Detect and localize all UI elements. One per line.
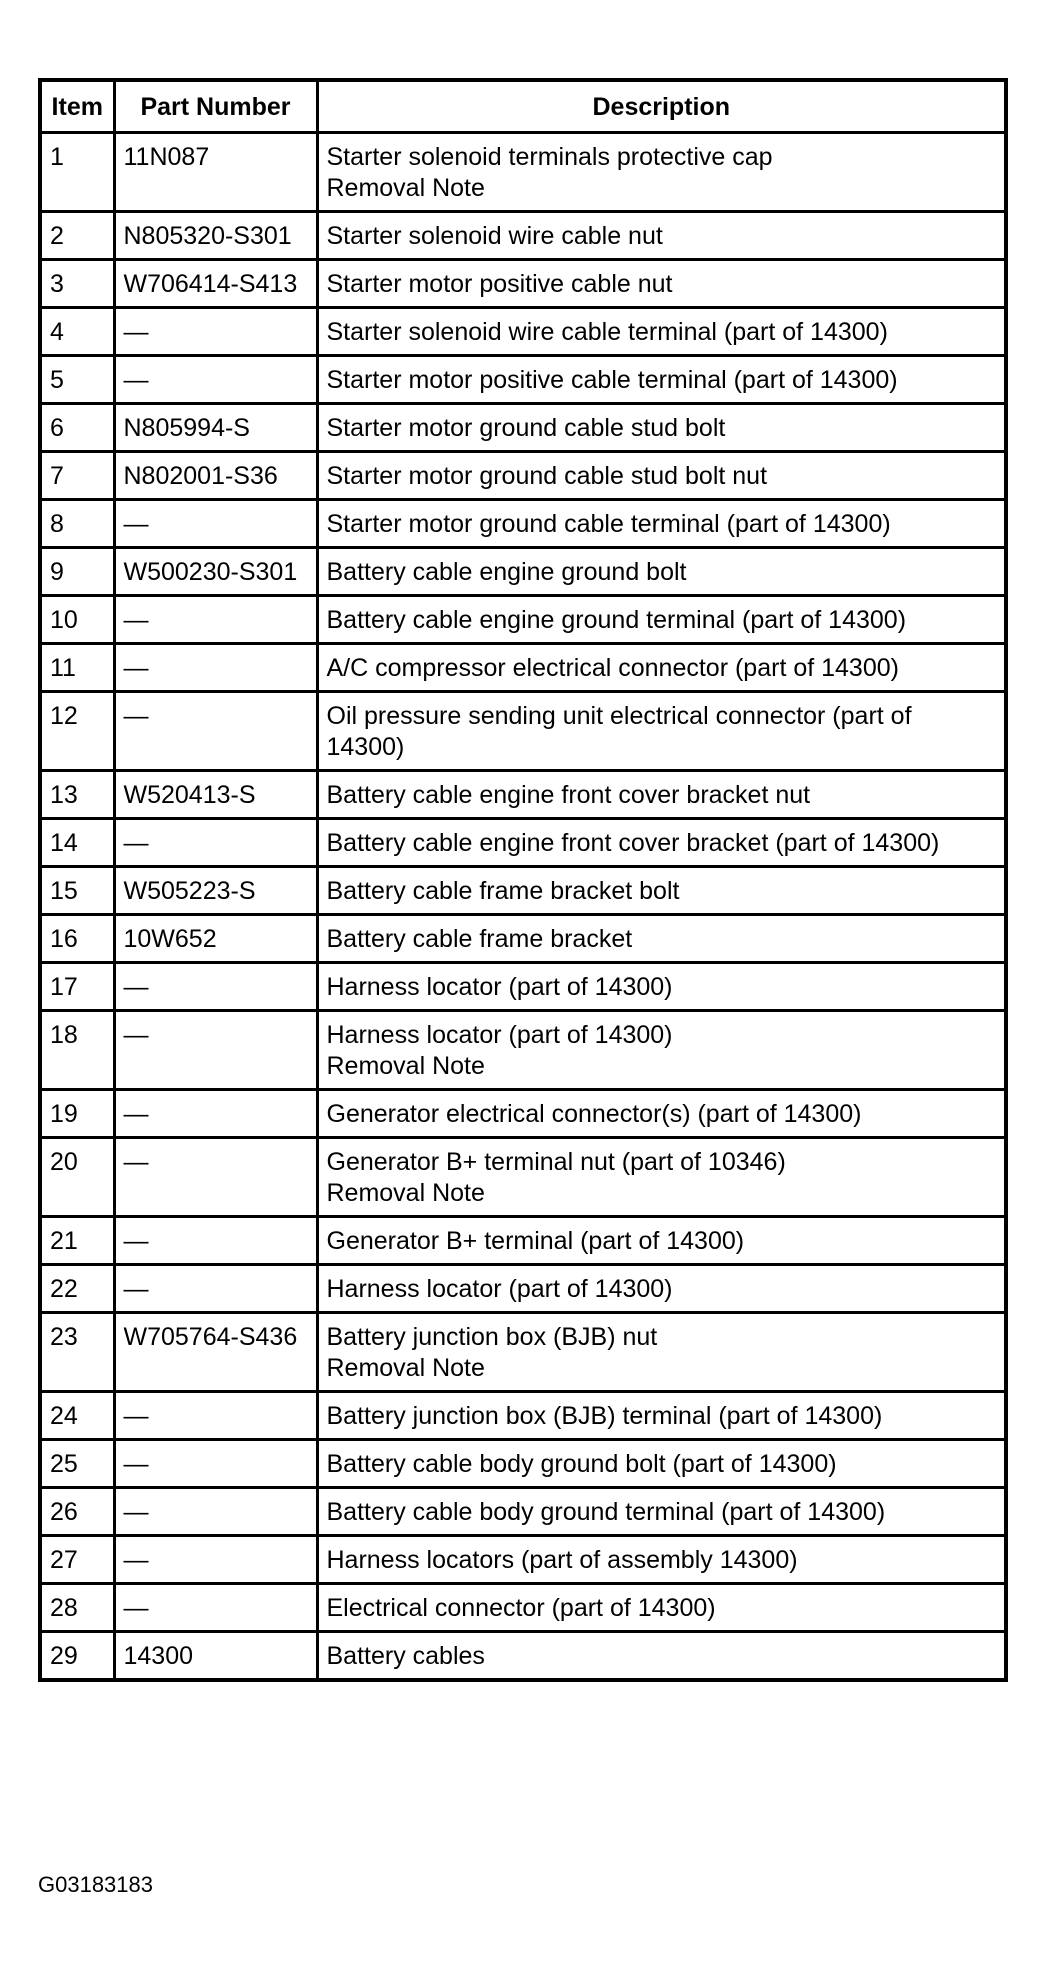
description-cell bbox=[317, 1488, 1006, 1536]
table-row bbox=[40, 1138, 1006, 1217]
part-number-cell: — bbox=[114, 819, 317, 867]
description-cell bbox=[317, 1632, 1006, 1681]
item-number-cell: 19 bbox=[40, 1090, 114, 1138]
item-number-cell: 9 bbox=[40, 548, 114, 596]
item-number-cell: 1 bbox=[40, 133, 114, 212]
description-text: Battery cable body ground bolt (part of 14300) bbox=[326, 1450, 837, 1478]
description-text: Battery junction box (BJB) terminal (part of 14300) bbox=[326, 1402, 883, 1430]
description-cell bbox=[317, 644, 1006, 692]
item-number-cell: 21 bbox=[40, 1217, 114, 1265]
description-text: Battery cable engine ground bolt bbox=[326, 558, 687, 586]
item-number-cell: 7 bbox=[40, 452, 114, 500]
part-number-cell: 14300 bbox=[114, 1632, 317, 1681]
description-cell bbox=[317, 1536, 1006, 1584]
table-row bbox=[40, 1392, 1006, 1440]
description-cell bbox=[317, 1138, 1006, 1217]
table-row bbox=[40, 308, 1006, 356]
header-row bbox=[40, 80, 1006, 133]
description-cell bbox=[317, 1584, 1006, 1632]
part-number-cell: — bbox=[114, 1090, 317, 1138]
description-text: Starter motor ground cable stud bolt bbox=[326, 414, 726, 442]
description-cell bbox=[317, 915, 1006, 963]
table-row bbox=[40, 404, 1006, 452]
description-cell bbox=[317, 1392, 1006, 1440]
description-text: Battery cable engine ground terminal (part of 14300) bbox=[326, 606, 907, 634]
item-number-cell: 14 bbox=[40, 819, 114, 867]
table-row bbox=[40, 1440, 1006, 1488]
table-row bbox=[40, 212, 1006, 260]
table-row bbox=[40, 819, 1006, 867]
part-number-cell: W505223-S bbox=[114, 867, 317, 915]
parts-table bbox=[38, 78, 1008, 1682]
item-number-cell: 4 bbox=[40, 308, 114, 356]
description-text: Oil pressure sending unit electrical connector (part of 14300) bbox=[326, 702, 912, 761]
description-text: Harness locator (part of 14300) bbox=[326, 1021, 673, 1049]
table-row bbox=[40, 1090, 1006, 1138]
description-text: Battery cable engine front cover bracket nut bbox=[326, 781, 811, 809]
part-number-cell: — bbox=[114, 1392, 317, 1440]
part-number-cell: 10W652 bbox=[114, 915, 317, 963]
description-text: Starter solenoid terminals protective cap bbox=[326, 143, 773, 171]
part-number-cell: — bbox=[114, 644, 317, 692]
item-number-cell: 26 bbox=[40, 1488, 114, 1536]
table-row bbox=[40, 260, 1006, 308]
part-number-cell: — bbox=[114, 596, 317, 644]
part-number-cell: — bbox=[114, 963, 317, 1011]
description-text: Starter motor positive cable terminal (part of 14300) bbox=[326, 366, 898, 394]
description-text: Harness locator (part of 14300) bbox=[326, 973, 673, 1001]
item-number-cell: 24 bbox=[40, 1392, 114, 1440]
table-row bbox=[40, 963, 1006, 1011]
table-row bbox=[40, 915, 1006, 963]
part-number-cell: N805994-S bbox=[114, 404, 317, 452]
part-number-column-header: Part Number bbox=[114, 80, 317, 133]
table-row bbox=[40, 771, 1006, 819]
description-text: Starter motor positive cable nut bbox=[326, 270, 673, 298]
part-number-cell: W520413-S bbox=[114, 771, 317, 819]
part-number-cell: — bbox=[114, 1584, 317, 1632]
description-cell bbox=[317, 1090, 1006, 1138]
part-number-cell: W500230-S301 bbox=[114, 548, 317, 596]
description-cell bbox=[317, 260, 1006, 308]
description-text: Battery cable frame bracket bbox=[326, 925, 633, 953]
item-number-cell: 13 bbox=[40, 771, 114, 819]
part-number-cell: N802001-S36 bbox=[114, 452, 317, 500]
description-text: Starter solenoid wire cable terminal (part of 14300) bbox=[326, 318, 888, 346]
description-text: A/C compressor electrical connector (part of 14300) bbox=[326, 654, 899, 682]
part-number-cell: — bbox=[114, 356, 317, 404]
part-number-cell: — bbox=[114, 1138, 317, 1217]
description-text: Battery cable frame bracket bolt bbox=[326, 877, 680, 905]
table-row bbox=[40, 644, 1006, 692]
table-row bbox=[40, 1584, 1006, 1632]
part-number-cell: N805320-S301 bbox=[114, 212, 317, 260]
item-number-cell: 2 bbox=[40, 212, 114, 260]
table-row bbox=[40, 133, 1006, 212]
part-number-cell: — bbox=[114, 1488, 317, 1536]
description-text: Battery cables bbox=[326, 1642, 485, 1670]
table-row bbox=[40, 548, 1006, 596]
description-cell bbox=[317, 548, 1006, 596]
description-cell bbox=[317, 308, 1006, 356]
table-body bbox=[40, 133, 1006, 1681]
item-number-cell: 3 bbox=[40, 260, 114, 308]
description-cell bbox=[317, 1217, 1006, 1265]
description-cell bbox=[317, 867, 1006, 915]
description-text: Starter solenoid wire cable nut bbox=[326, 222, 663, 250]
table-row bbox=[40, 867, 1006, 915]
description-cell bbox=[317, 1011, 1006, 1090]
description-cell bbox=[317, 819, 1006, 867]
description-text: Harness locator (part of 14300) bbox=[326, 1275, 673, 1303]
table-row bbox=[40, 500, 1006, 548]
description-text: Generator B+ terminal (part of 14300) bbox=[326, 1227, 745, 1255]
description-cell bbox=[317, 404, 1006, 452]
description-cell bbox=[317, 692, 1006, 771]
table-row bbox=[40, 1536, 1006, 1584]
table-row bbox=[40, 452, 1006, 500]
description-cell bbox=[317, 133, 1006, 212]
description-cell bbox=[317, 356, 1006, 404]
description-text: Generator electrical connector(s) (part of 14300) bbox=[326, 1100, 862, 1128]
description-text: Harness locators (part of assembly 14300) bbox=[326, 1546, 798, 1574]
part-number-cell: — bbox=[114, 500, 317, 548]
item-column-header: Item bbox=[40, 80, 114, 133]
part-number-cell: — bbox=[114, 692, 317, 771]
description-note: Removal Note bbox=[326, 174, 485, 202]
part-number-cell: — bbox=[114, 1217, 317, 1265]
description-note: Removal Note bbox=[326, 1052, 485, 1080]
table-row bbox=[40, 1011, 1006, 1090]
description-note: Removal Note bbox=[326, 1179, 485, 1207]
part-number-cell: 11N087 bbox=[114, 133, 317, 212]
item-number-cell: 22 bbox=[40, 1265, 114, 1313]
table-row bbox=[40, 1632, 1006, 1681]
part-number-cell: — bbox=[114, 308, 317, 356]
item-number-cell: 16 bbox=[40, 915, 114, 963]
table-row bbox=[40, 1313, 1006, 1392]
description-text: Electrical connector (part of 14300) bbox=[326, 1594, 716, 1622]
description-cell bbox=[317, 1440, 1006, 1488]
item-number-cell: 17 bbox=[40, 963, 114, 1011]
description-cell bbox=[317, 596, 1006, 644]
description-note: Removal Note bbox=[326, 1354, 485, 1382]
part-number-cell: W706414-S413 bbox=[114, 260, 317, 308]
description-text: Starter motor ground cable stud bolt nut bbox=[326, 462, 768, 490]
part-number-cell: W705764-S436 bbox=[114, 1313, 317, 1392]
item-number-cell: 6 bbox=[40, 404, 114, 452]
table-row bbox=[40, 1265, 1006, 1313]
item-number-cell: 12 bbox=[40, 692, 114, 771]
item-number-cell: 8 bbox=[40, 500, 114, 548]
table-row bbox=[40, 596, 1006, 644]
table-row bbox=[40, 1217, 1006, 1265]
part-number-cell: — bbox=[114, 1440, 317, 1488]
item-number-cell: 28 bbox=[40, 1584, 114, 1632]
description-text: Battery junction box (BJB) nut bbox=[326, 1323, 658, 1351]
description-cell bbox=[317, 500, 1006, 548]
description-text: Battery cable body ground terminal (part of 14300) bbox=[326, 1498, 886, 1526]
part-number-cell: — bbox=[114, 1536, 317, 1584]
figure-id: G03183183 bbox=[38, 1872, 153, 1897]
part-number-cell: — bbox=[114, 1265, 317, 1313]
item-number-cell: 29 bbox=[40, 1632, 114, 1681]
item-number-cell: 10 bbox=[40, 596, 114, 644]
item-number-cell: 23 bbox=[40, 1313, 114, 1392]
description-cell bbox=[317, 212, 1006, 260]
part-number-cell: — bbox=[114, 1011, 317, 1090]
item-number-cell: 18 bbox=[40, 1011, 114, 1090]
item-number-cell: 5 bbox=[40, 356, 114, 404]
item-number-cell: 25 bbox=[40, 1440, 114, 1488]
description-text: Battery cable engine front cover bracket (part of 14300) bbox=[326, 829, 940, 857]
description-column-header: Description bbox=[317, 80, 1006, 133]
description-cell bbox=[317, 771, 1006, 819]
item-number-cell: 11 bbox=[40, 644, 114, 692]
item-number-cell: 15 bbox=[40, 867, 114, 915]
table-row bbox=[40, 692, 1006, 771]
description-cell bbox=[317, 1265, 1006, 1313]
table-row bbox=[40, 356, 1006, 404]
item-number-cell: 20 bbox=[40, 1138, 114, 1217]
description-cell bbox=[317, 963, 1006, 1011]
item-number-cell: 27 bbox=[40, 1536, 114, 1584]
description-text: Generator B+ terminal nut (part of 10346) bbox=[326, 1148, 786, 1176]
description-cell bbox=[317, 1313, 1006, 1392]
description-cell bbox=[317, 452, 1006, 500]
description-text: Starter motor ground cable terminal (part of 14300) bbox=[326, 510, 891, 538]
table-row bbox=[40, 1488, 1006, 1536]
